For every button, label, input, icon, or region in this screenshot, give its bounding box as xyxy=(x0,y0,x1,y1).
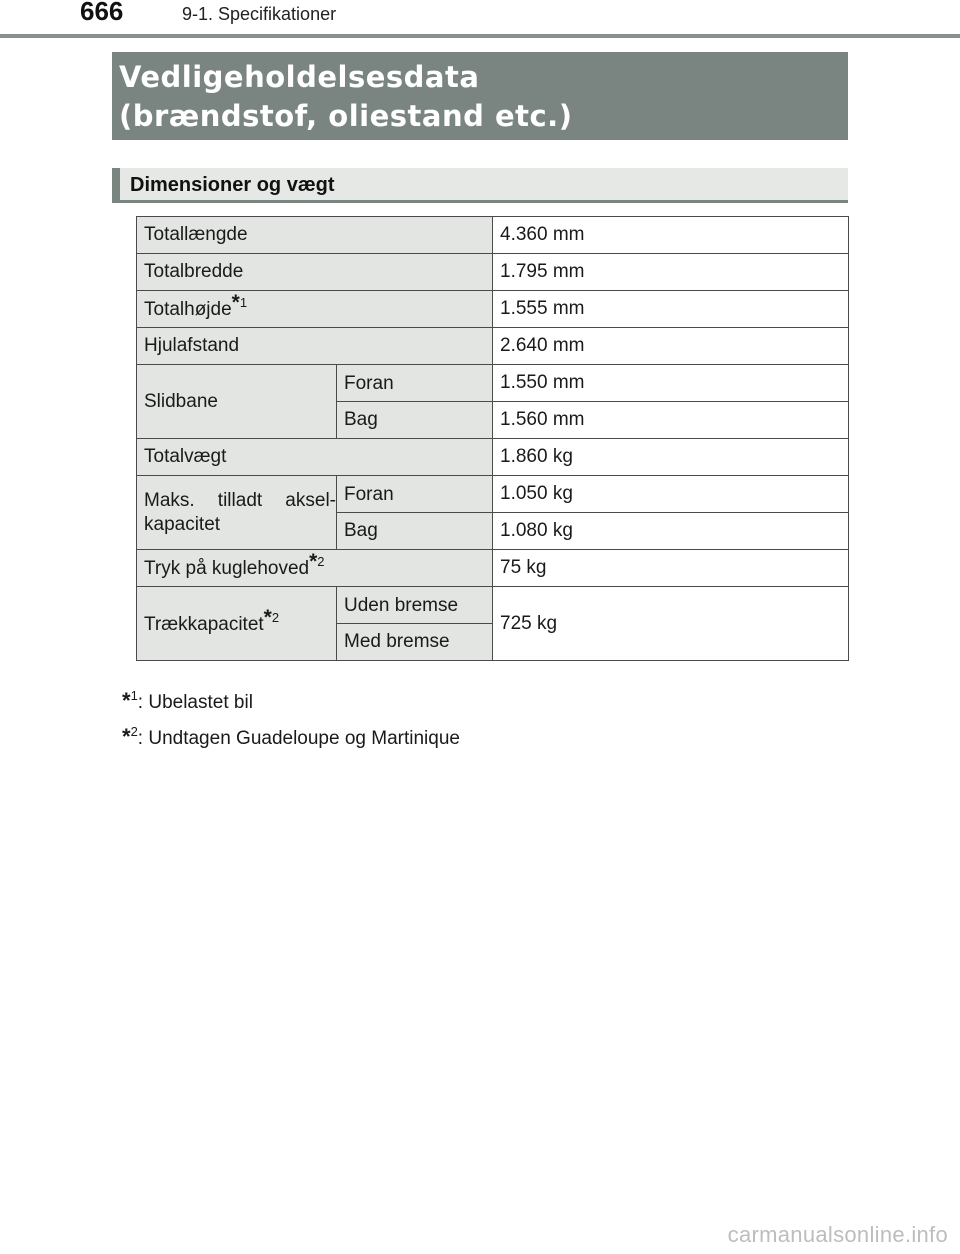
table-row xyxy=(137,587,849,624)
footnote-reference xyxy=(309,550,325,573)
spec-value: 725 kg xyxy=(493,587,849,661)
spec-label-cell xyxy=(137,587,337,661)
page-header xyxy=(0,0,960,38)
footnote-item xyxy=(122,688,460,724)
spec-value: 1.050 kg xyxy=(493,476,849,513)
spec-label: Slidbane xyxy=(137,365,337,439)
table-row xyxy=(137,476,849,513)
specifications-table xyxy=(136,216,849,661)
watermark: carmanualsonline.info xyxy=(727,1222,948,1247)
spec-label-cell xyxy=(137,291,493,328)
spec-sublabel: Foran xyxy=(337,365,493,402)
spec-label-cell xyxy=(137,550,493,587)
table-row xyxy=(137,217,849,254)
table-row xyxy=(137,550,849,587)
footnote-number: 1 xyxy=(130,688,138,703)
footnote-star: * xyxy=(122,724,131,749)
table-row xyxy=(137,328,849,365)
spec-sublabel: Bag xyxy=(337,513,493,550)
table-row xyxy=(137,439,849,476)
spec-value: 4.360 mm xyxy=(493,217,849,254)
spec-sublabel: Foran xyxy=(337,476,493,513)
spec-label: Tryk på kuglehoved xyxy=(144,558,310,579)
footnote-number: 2 xyxy=(130,724,138,739)
subsection-heading xyxy=(112,168,848,203)
spec-sublabel: Uden bremse xyxy=(337,587,493,624)
footnote-text: : Undtagen Guadeloupe og Martinique xyxy=(137,728,460,749)
spec-label: Totalvægt xyxy=(137,439,493,476)
spec-sublabel: Med bremse xyxy=(337,624,493,661)
footnote-star: * xyxy=(122,688,131,713)
spec-label: Totallængde xyxy=(137,217,493,254)
spec-sublabel: Bag xyxy=(337,402,493,439)
footnote-item xyxy=(122,724,460,760)
page-title-box xyxy=(112,52,848,140)
spec-label: Hjulafstand xyxy=(137,328,493,365)
spec-label: Trækkapacitet xyxy=(144,613,264,635)
spec-label: Totalhøjde xyxy=(144,299,232,320)
section-reference: 9-1. Specifikationer xyxy=(182,4,337,24)
table-row xyxy=(137,291,849,328)
spec-value: 1.080 kg xyxy=(493,513,849,550)
spec-value: 1.860 kg xyxy=(493,439,849,476)
footnote-star: * xyxy=(309,550,318,573)
spec-value: 1.795 mm xyxy=(493,254,849,291)
spec-value: 75 kg xyxy=(493,550,849,587)
table-row xyxy=(137,365,849,402)
footnote-number: 1 xyxy=(239,295,248,310)
footnotes xyxy=(122,688,460,760)
footnote-text: : Ubelastet bil xyxy=(137,692,253,713)
spec-label: Maks. tilladt aksel-kapacitet xyxy=(137,476,337,550)
footnote-reference xyxy=(231,291,248,314)
header-rule xyxy=(0,34,960,38)
subsection-heading-text: Dimensioner og vægt xyxy=(130,174,335,196)
footnote-reference xyxy=(263,605,280,629)
footnote-number: 2 xyxy=(271,609,280,625)
page-number: 666 xyxy=(80,0,124,26)
spec-value: 2.640 mm xyxy=(493,328,849,365)
footnote-star: * xyxy=(263,605,272,629)
spec-value: 1.560 mm xyxy=(493,402,849,439)
spec-value: 1.550 mm xyxy=(493,365,849,402)
spec-label: Totalbredde xyxy=(137,254,493,291)
page-title-line-1: Vedligeholdelsesdata xyxy=(119,60,480,94)
footnote-number: 2 xyxy=(317,554,325,569)
table-row xyxy=(137,254,849,291)
page-title-line-2: (brændstof, oliestand etc.) xyxy=(119,99,573,133)
footnote-star: * xyxy=(231,291,240,314)
spec-value: 1.555 mm xyxy=(493,291,849,328)
